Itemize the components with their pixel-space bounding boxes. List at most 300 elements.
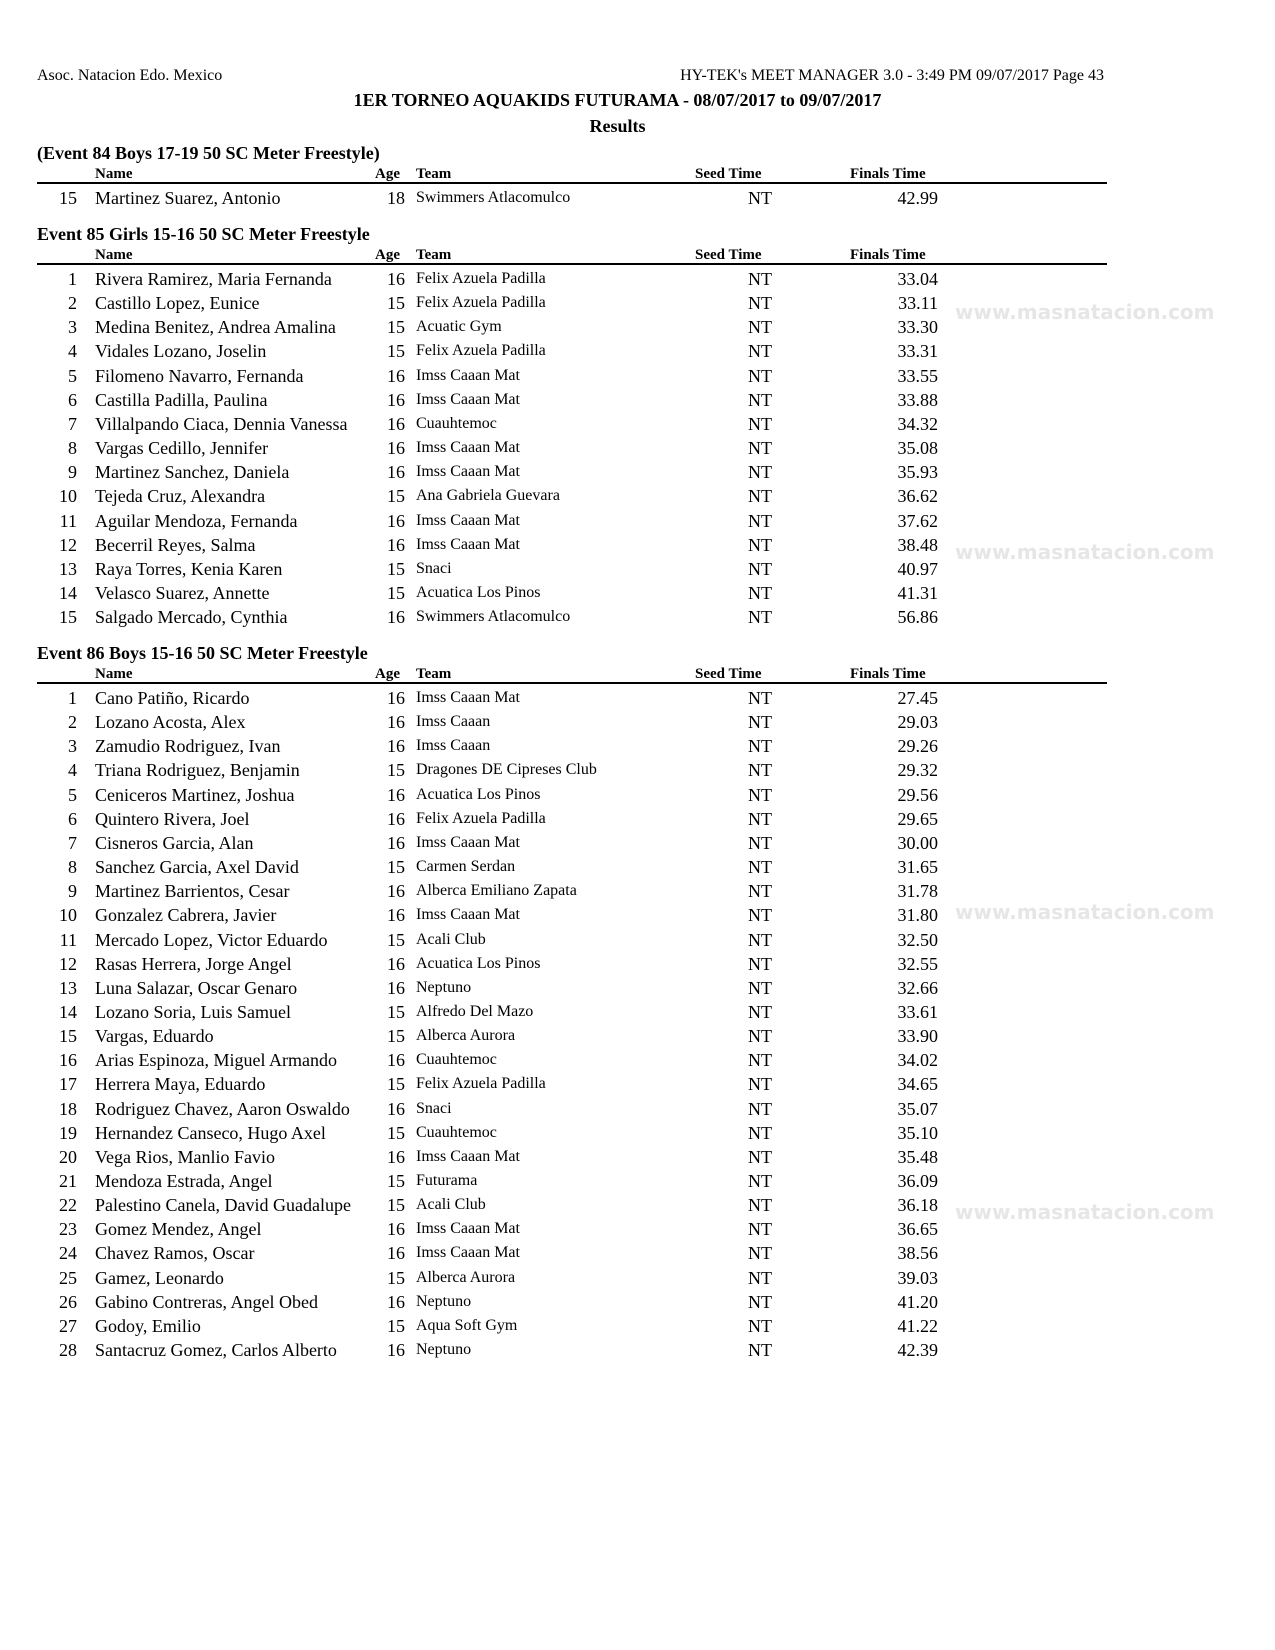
result-row [0, 269, 1275, 293]
result-rank: 7 [68, 832, 77, 853]
result-team: Alberca Aurora [416, 1268, 516, 1286]
result-rank: 10 [59, 905, 77, 926]
event-title: Event 85 Girls 15-16 50 SC Meter Freestyle [37, 224, 370, 244]
result-row [0, 293, 1275, 317]
result-final: 37.62 [897, 510, 938, 531]
result-team: Cuauhtemoc [416, 1123, 497, 1141]
result-team: Swimmers Atlacomulco [416, 608, 571, 626]
result-age: 16 [387, 413, 405, 434]
result-name: Vargas Cedillo, Jennifer [95, 438, 269, 459]
column-header-finals: Finals Time [850, 666, 926, 682]
result-seed: NT [748, 269, 772, 289]
result-name: Cano Patiño, Ricardo [95, 688, 250, 708]
result-rank: 11 [59, 510, 77, 531]
result-name: Medina Benitez, Andrea Amalina [95, 317, 336, 338]
result-row [0, 809, 1275, 833]
watermark: www.masnatacion.com [955, 540, 1215, 564]
result-row [0, 390, 1275, 414]
result-final: 33.90 [897, 1026, 938, 1047]
result-name: Gamez, Leonardo [95, 1267, 224, 1288]
result-team: Felix Azuela Padilla [416, 1075, 546, 1093]
result-age: 15 [387, 317, 405, 338]
result-seed: NT [748, 1074, 772, 1095]
result-seed: NT [748, 784, 772, 805]
result-team: Acuatica Los Pinos [416, 954, 541, 972]
result-team: Felix Azuela Padilla [416, 342, 546, 360]
result-name: Velasco Suarez, Annette [95, 582, 270, 603]
event-title: Event 86 Boys 15-16 50 SC Meter Freestyle [37, 643, 368, 663]
result-team: Imss Caaan Mat [416, 390, 520, 408]
result-seed: NT [748, 1291, 772, 1312]
result-final: 38.48 [897, 534, 938, 555]
column-header-age: Age [375, 666, 400, 682]
result-name: Rodriguez Chavez, Aaron Oswaldo [95, 1098, 350, 1119]
result-name: Arias Espinoza, Miguel Armando [95, 1050, 337, 1071]
result-rank: 17 [59, 1074, 77, 1095]
result-age: 16 [387, 607, 405, 628]
column-header-age: Age [375, 247, 400, 263]
result-row [0, 1099, 1275, 1123]
result-team: Alberca Aurora [416, 1027, 516, 1045]
result-rank: 8 [68, 857, 77, 878]
result-final: 32.66 [897, 977, 938, 998]
result-rank: 14 [59, 582, 77, 603]
result-age: 16 [387, 534, 405, 555]
result-seed: NT [748, 977, 772, 998]
result-rank: 24 [59, 1243, 77, 1264]
result-name: Aguilar Mendoza, Fernanda [95, 510, 298, 531]
result-seed: NT [748, 1026, 772, 1047]
result-age: 15 [387, 1171, 405, 1191]
result-team: Imss Caaan Mat [416, 833, 520, 851]
result-age: 15 [387, 1195, 405, 1216]
result-team: Imss Caaan Mat [416, 439, 520, 457]
organization: Asoc. Natacion Edo. Mexico [37, 67, 223, 84]
result-final: 29.56 [897, 784, 938, 805]
result-rank: 1 [68, 269, 77, 289]
result-final: 34.32 [897, 413, 938, 434]
result-age: 16 [387, 1098, 405, 1119]
result-rank: 6 [68, 808, 77, 829]
result-row [0, 414, 1275, 438]
result-rank: 22 [59, 1195, 77, 1216]
result-name: Mercado Lopez, Victor Eduardo [95, 929, 328, 950]
result-seed: NT [748, 341, 772, 362]
result-final: 31.80 [897, 905, 938, 926]
result-name: Ceniceros Martinez, Joshua [95, 784, 295, 805]
result-row [0, 366, 1275, 390]
result-team: Felix Azuela Padilla [416, 270, 546, 287]
result-team: Imss Caaan Mat [416, 1244, 520, 1262]
result-row [0, 462, 1275, 486]
result-name: Herrera Maya, Eduardo [95, 1074, 266, 1095]
result-row [0, 1171, 1275, 1195]
result-team: Imss Caaan Mat [416, 463, 520, 481]
result-age: 16 [387, 688, 405, 708]
result-age: 16 [387, 712, 405, 733]
watermark: www.masnatacion.com [955, 900, 1215, 924]
result-row [0, 438, 1275, 462]
result-rank: 11 [59, 929, 77, 950]
result-seed: NT [748, 1171, 772, 1191]
result-row [0, 1292, 1275, 1316]
result-rank: 15 [59, 607, 77, 628]
result-seed: NT [748, 1001, 772, 1022]
software-page-info: HY-TEK's MEET MANAGER 3.0 - 3:49 PM 09/07/2017 Page 43 [680, 67, 1104, 84]
result-age: 15 [387, 582, 405, 603]
result-rank: 8 [68, 438, 77, 459]
result-age: 16 [387, 1340, 405, 1361]
result-rank: 13 [59, 977, 77, 998]
result-team: Cuauhtemoc [416, 1051, 497, 1069]
header-rule [37, 263, 1107, 265]
result-team: Acali Club [416, 1196, 486, 1214]
result-seed: NT [748, 1315, 772, 1336]
result-name: Martinez Barrientos, Cesar [95, 881, 290, 902]
result-seed: NT [748, 1098, 772, 1119]
result-team: Felix Azuela Padilla [416, 809, 546, 827]
result-row [0, 978, 1275, 1002]
result-row [0, 1316, 1275, 1340]
result-team: Felix Azuela Padilla [416, 294, 546, 312]
result-team: Carmen Serdan [416, 858, 516, 876]
result-final: 41.31 [897, 582, 938, 603]
result-rank: 16 [59, 1050, 77, 1071]
result-seed: NT [748, 558, 772, 579]
result-seed: NT [748, 1195, 772, 1216]
result-seed: NT [748, 1050, 772, 1071]
result-name: Tejeda Cruz, Alexandra [95, 486, 266, 507]
result-age: 16 [387, 1146, 405, 1167]
result-seed: NT [748, 510, 772, 531]
result-team: Neptuno [416, 1292, 472, 1310]
result-age: 15 [387, 929, 405, 950]
result-final: 33.04 [897, 269, 938, 289]
column-header-team: Team [416, 166, 452, 182]
result-name: Lozano Soria, Luis Samuel [95, 1001, 291, 1022]
result-row [0, 535, 1275, 559]
result-seed: NT [748, 712, 772, 733]
result-row [0, 486, 1275, 510]
result-name: Zamudio Rodriguez, Ivan [95, 736, 281, 757]
result-age: 16 [387, 389, 405, 410]
result-seed: NT [748, 462, 772, 483]
watermark: www.masnatacion.com [955, 300, 1215, 324]
result-team: Imss Caaan Mat [416, 511, 520, 529]
result-age: 16 [387, 1219, 405, 1240]
result-name: Filomeno Navarro, Fernanda [95, 365, 304, 386]
result-final: 36.65 [897, 1219, 938, 1240]
result-seed: NT [748, 486, 772, 507]
result-team: Imss Caaan Mat [416, 535, 520, 553]
result-team: Acuatic Gym [416, 318, 502, 336]
result-age: 16 [387, 832, 405, 853]
result-team: Dragones DE Cipreses Club [416, 761, 597, 779]
result-final: 32.55 [897, 953, 938, 974]
result-seed: NT [748, 736, 772, 757]
column-header-finals: Finals Time [850, 166, 926, 182]
result-name: Rivera Ramirez, Maria Fernanda [95, 269, 332, 289]
result-seed: NT [748, 1340, 772, 1361]
result-row [0, 1074, 1275, 1098]
result-row [0, 341, 1275, 365]
result-age: 16 [387, 462, 405, 483]
result-row [0, 1340, 1275, 1364]
result-team: Imss Caaan Mat [416, 906, 520, 924]
result-rank: 9 [68, 462, 77, 483]
result-final: 36.62 [897, 486, 938, 507]
result-seed: NT [748, 857, 772, 878]
result-final: 36.09 [897, 1171, 938, 1191]
result-rank: 23 [59, 1219, 77, 1240]
result-rank: 18 [59, 1098, 77, 1119]
result-seed: NT [748, 317, 772, 338]
result-rank: 3 [68, 736, 77, 757]
result-final: 27.45 [897, 688, 938, 708]
result-age: 15 [387, 1315, 405, 1336]
result-row [0, 930, 1275, 954]
result-name: Vargas, Eduardo [95, 1026, 214, 1047]
result-rank: 4 [68, 341, 77, 362]
result-rank: 6 [68, 389, 77, 410]
result-name: Martinez Suarez, Antonio [95, 188, 281, 208]
event-title: (Event 84 Boys 17-19 50 SC Meter Freestyle) [37, 143, 380, 163]
result-final: 34.02 [897, 1050, 938, 1071]
result-age: 16 [387, 1243, 405, 1264]
result-team: Imss Caaan [416, 737, 491, 755]
result-rank: 13 [59, 558, 77, 579]
result-name: Salgado Mercado, Cynthia [95, 607, 288, 628]
result-final: 33.61 [897, 1001, 938, 1022]
result-rank: 12 [59, 534, 77, 555]
result-final: 35.07 [897, 1098, 938, 1119]
result-rank: 12 [59, 953, 77, 974]
result-team: Imss Caaan Mat [416, 689, 520, 706]
result-final: 29.03 [897, 712, 938, 733]
result-rank: 21 [59, 1171, 77, 1191]
result-age: 15 [387, 760, 405, 781]
column-header-seed: Seed Time [695, 247, 762, 263]
result-row [0, 583, 1275, 607]
result-name: Chavez Ramos, Oscar [95, 1243, 255, 1264]
result-age: 15 [387, 1122, 405, 1143]
result-seed: NT [748, 413, 772, 434]
result-rank: 19 [59, 1122, 77, 1143]
result-row [0, 1002, 1275, 1026]
result-final: 38.56 [897, 1243, 938, 1264]
result-seed: NT [748, 808, 772, 829]
result-seed: NT [748, 293, 772, 314]
result-team: Imss Caaan Mat [416, 366, 520, 384]
result-rank: 3 [68, 317, 77, 338]
result-name: Gomez Mendez, Angel [95, 1219, 262, 1240]
result-final: 32.50 [897, 929, 938, 950]
result-name: Rasas Herrera, Jorge Angel [95, 953, 292, 974]
result-name: Gabino Contreras, Angel Obed [95, 1291, 318, 1312]
column-header-seed: Seed Time [695, 666, 762, 682]
result-rank: 28 [59, 1340, 77, 1361]
result-final: 29.26 [897, 736, 938, 757]
result-name: Triana Rodriguez, Benjamin [95, 760, 300, 781]
result-row [0, 712, 1275, 736]
results-subtitle: Results [589, 116, 646, 136]
result-final: 34.65 [897, 1074, 938, 1095]
result-age: 16 [387, 784, 405, 805]
result-name: Palestino Canela, David Guadalupe [95, 1195, 351, 1216]
result-final: 42.99 [897, 188, 938, 208]
result-final: 39.03 [897, 1267, 938, 1288]
result-final: 41.20 [897, 1291, 938, 1312]
result-seed: NT [748, 1122, 772, 1143]
result-seed: NT [748, 438, 772, 459]
result-team: Snaci [416, 559, 452, 577]
result-row [0, 736, 1275, 760]
result-team: Neptuno [416, 978, 472, 996]
result-team: Imss Caaan Mat [416, 1147, 520, 1165]
column-header-team: Team [416, 247, 452, 263]
result-row [0, 188, 1275, 212]
result-seed: NT [748, 688, 772, 708]
result-name: Quintero Rivera, Joel [95, 808, 250, 829]
result-final: 42.39 [897, 1340, 938, 1361]
result-seed: NT [748, 905, 772, 926]
result-row [0, 559, 1275, 583]
result-team: Imss Caaan [416, 713, 491, 731]
column-header-name: Name [95, 666, 133, 682]
result-name: Castillo Lopez, Eunice [95, 293, 260, 314]
result-seed: NT [748, 953, 772, 974]
result-rank: 14 [59, 1001, 77, 1022]
header-rule [37, 182, 1107, 184]
result-final: 36.18 [897, 1195, 938, 1216]
column-header-age: Age [375, 166, 400, 182]
result-seed: NT [748, 607, 772, 628]
result-final: 40.97 [897, 558, 938, 579]
result-seed: NT [748, 534, 772, 555]
column-header-name: Name [95, 166, 133, 182]
result-final: 41.22 [897, 1315, 938, 1336]
result-row [0, 1243, 1275, 1267]
result-row [0, 1219, 1275, 1243]
result-row [0, 857, 1275, 881]
result-name: Mendoza Estrada, Angel [95, 1171, 273, 1191]
result-rank: 25 [59, 1267, 77, 1288]
result-age: 15 [387, 1267, 405, 1288]
result-age: 16 [387, 808, 405, 829]
result-name: Vega Rios, Manlio Favio [95, 1146, 275, 1167]
result-name: Lozano Acosta, Alex [95, 712, 246, 733]
result-name: Villalpando Ciaca, Dennia Vanessa [95, 413, 348, 434]
result-row [0, 954, 1275, 978]
result-row [0, 1147, 1275, 1171]
result-seed: NT [748, 1267, 772, 1288]
result-seed: NT [748, 881, 772, 902]
result-row [0, 688, 1275, 712]
result-rank: 7 [68, 413, 77, 434]
result-final: 56.86 [897, 607, 938, 628]
header-rule [37, 682, 1107, 684]
result-final: 33.30 [897, 317, 938, 338]
result-final: 30.00 [897, 832, 938, 853]
result-age: 15 [387, 1001, 405, 1022]
result-name: Vidales Lozano, Joselin [95, 341, 267, 362]
result-row [0, 317, 1275, 341]
result-row [0, 881, 1275, 905]
result-team: Swimmers Atlacomulco [416, 189, 571, 206]
result-rank: 27 [59, 1315, 77, 1336]
result-age: 16 [387, 977, 405, 998]
result-age: 15 [387, 558, 405, 579]
result-age: 16 [387, 365, 405, 386]
result-age: 16 [387, 1291, 405, 1312]
column-header-team: Team [416, 666, 452, 682]
result-rank: 5 [68, 365, 77, 386]
result-age: 15 [387, 293, 405, 314]
result-name: Santacruz Gomez, Carlos Alberto [95, 1340, 337, 1361]
result-final: 35.93 [897, 462, 938, 483]
result-age: 16 [387, 905, 405, 926]
result-final: 33.31 [897, 341, 938, 362]
result-name: Raya Torres, Kenia Karen [95, 558, 283, 579]
result-seed: NT [748, 1219, 772, 1240]
result-team: Snaci [416, 1099, 452, 1117]
result-name: Hernandez Canseco, Hugo Axel [95, 1122, 326, 1143]
result-final: 33.11 [898, 293, 938, 314]
result-name: Gonzalez Cabrera, Javier [95, 905, 277, 926]
result-row [0, 1268, 1275, 1292]
result-name: Becerril Reyes, Salma [95, 534, 256, 555]
result-age: 15 [387, 341, 405, 362]
result-age: 16 [387, 881, 405, 902]
result-seed: NT [748, 188, 772, 208]
result-final: 35.48 [897, 1146, 938, 1167]
result-rank: 15 [59, 188, 77, 208]
result-final: 35.08 [897, 438, 938, 459]
result-row [0, 1050, 1275, 1074]
result-name: Godoy, Emilio [95, 1315, 201, 1336]
result-seed: NT [748, 1146, 772, 1167]
result-rank: 2 [68, 293, 77, 314]
result-seed: NT [748, 832, 772, 853]
result-team: Alfredo Del Mazo [416, 1002, 534, 1020]
result-rank: 4 [68, 760, 77, 781]
result-age: 16 [387, 736, 405, 757]
result-row [0, 607, 1275, 631]
result-age: 18 [387, 188, 405, 208]
result-seed: NT [748, 582, 772, 603]
result-final: 33.88 [897, 389, 938, 410]
result-row [0, 785, 1275, 809]
result-name: Luna Salazar, Oscar Genaro [95, 977, 298, 998]
result-seed: NT [748, 365, 772, 386]
watermark: www.masnatacion.com [955, 1200, 1215, 1224]
result-final: 31.65 [897, 857, 938, 878]
result-age: 15 [387, 857, 405, 878]
result-team: Ana Gabriela Guevara [416, 487, 560, 505]
result-age: 15 [387, 1074, 405, 1095]
result-team: Futurama [416, 1172, 478, 1189]
result-age: 16 [387, 1050, 405, 1071]
result-row [0, 1123, 1275, 1147]
result-team: Acuatica Los Pinos [416, 583, 541, 601]
result-row [0, 1026, 1275, 1050]
result-seed: NT [748, 929, 772, 950]
result-age: 16 [387, 953, 405, 974]
result-name: Castilla Padilla, Paulina [95, 389, 268, 410]
result-row [0, 905, 1275, 929]
result-row [0, 833, 1275, 857]
result-name: Martinez Sanchez, Daniela [95, 462, 290, 483]
